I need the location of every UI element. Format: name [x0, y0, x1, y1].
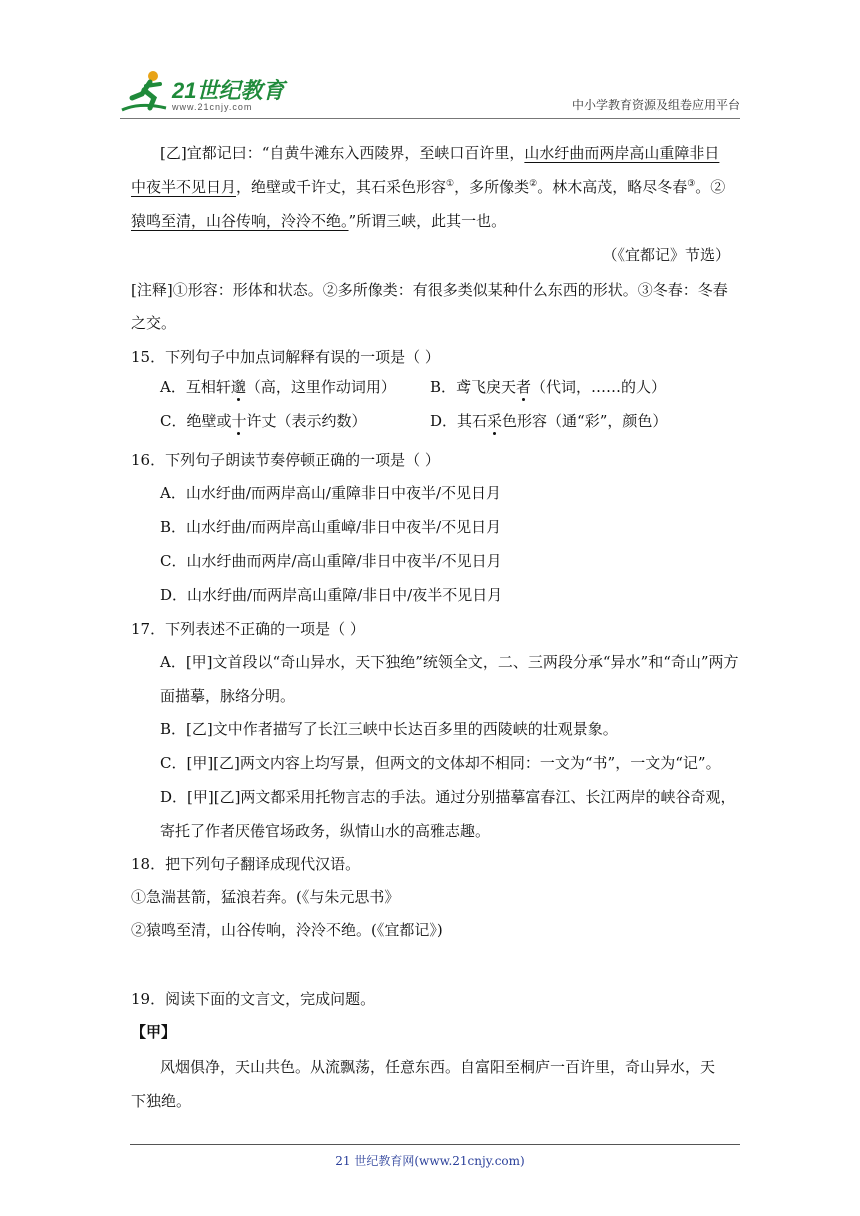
passage-text: ，多所像类 — [454, 178, 530, 196]
passage-yi-line-2 — [131, 176, 725, 197]
logo-text: 21世纪教育 — [172, 78, 285, 103]
q17-option-d-line-2: 寄托了作者厌倦官场政务，纵情山水的高雅志趣。 — [160, 822, 491, 840]
q18-sentence-2: ②猿鸣至清，山谷传响，泠泠不绝。(《宜都记》) — [131, 921, 443, 939]
passage-text: [乙]宜都记曰：“自黄牛滩东入西陵界，至峡口百许里， — [160, 144, 525, 162]
option-text: 色形容（通“彩”，颜色） — [502, 412, 668, 430]
header-divider — [120, 118, 740, 119]
passage-jia-line-1: 风烟俱净，天山共色。从流飘荡，任意东西。自富阳至桐庐一百许里，奇山异水，天 — [160, 1058, 716, 1076]
page-header — [120, 62, 740, 120]
q17-option-b: B．[乙]文中作者描写了长江三峡中长达百多里的西陵峡的壮观景象。 — [160, 720, 618, 738]
passage-source: （《宜都记》节选） — [602, 246, 730, 264]
passage-text: ”所谓三峡，此其一也。 — [348, 212, 507, 230]
runner-logo-icon — [120, 68, 170, 114]
passage-yi-line-3 — [131, 210, 506, 231]
logo-url: www.21cnjy.com — [172, 102, 253, 112]
passage-yi-line-1 — [160, 142, 719, 163]
q18-sentence-1: ①急湍甚箭，猛浪若奔。(《与朱元思书》 — [131, 888, 400, 906]
q16-option-c: C．山水纡曲而两岸/高山重障/非日中夜半/不见日月 — [160, 552, 502, 570]
dotted-word: 邈 — [230, 378, 246, 396]
question-18-stem: 18．把下列句子翻译成现代汉语。 — [131, 855, 361, 873]
question-15-stem: 15．下列句子中加点词解释有误的一项是（ ） — [131, 348, 440, 366]
platform-name: 中小学教育资源及组卷应用平台 — [571, 98, 740, 112]
passage-text: 。林木高茂，略尽冬春 — [537, 178, 688, 196]
q17-option-a-line-1: A．[甲]文首段以“奇山异水，天下独绝”统领全文，二、三两段分承“异水”和“奇山”两方 — [160, 653, 739, 671]
q17-option-d-line-1: D．[甲][乙]两文都采用托物言志的手法。通过分别描摹富春江、长江两岸的峡谷奇观， — [160, 788, 736, 806]
dotted-word: 十 — [231, 412, 247, 430]
notes-line-2: 之交。 — [131, 314, 177, 332]
notes-line-1: [注释]①形容：形体和状态。②多所像类：有很多类似某种什么东西的形状。③冬春：冬春 — [131, 281, 728, 299]
q15-option-d — [430, 410, 667, 431]
passage-text: 。② — [695, 178, 726, 196]
passage-jia-line-2: 下独绝。 — [131, 1092, 192, 1110]
q17-option-a-line-2: 面描摹，脉络分明。 — [160, 687, 296, 705]
footer-text: 21 世纪教育网(www.21cnjy.com) — [335, 1154, 525, 1168]
note-marker: ③ — [687, 179, 696, 189]
q15-option-a — [160, 376, 396, 397]
option-text: C．绝壁或 — [160, 412, 232, 430]
note-marker: ② — [529, 179, 538, 189]
passage-text: ，绝壁或千许丈，其石采色形容 — [236, 178, 447, 196]
q15-option-b — [430, 376, 666, 397]
option-text: D．其石 — [430, 412, 488, 430]
q16-option-b: B．山水纡曲/而两岸高山重嶂/非日中夜半/不见日月 — [160, 518, 502, 536]
q16-option-d: D．山水纡曲/而两岸高山重障/非日中/夜半不见日月 — [160, 586, 503, 604]
option-text: （代词，……的人） — [531, 378, 667, 396]
option-text: 许丈（表示约数） — [246, 412, 367, 430]
option-text: B．鸢飞戾天 — [430, 378, 517, 396]
logo — [120, 68, 300, 118]
q15-option-c — [160, 410, 367, 431]
underlined-text: 山水纡曲而两岸高山重障非日 — [524, 144, 720, 162]
underlined-text: 猿鸣至清，山谷传响，泠泠不绝。 — [131, 212, 349, 230]
footer-divider — [130, 1144, 740, 1145]
underlined-text: 中夜半不见日月 — [131, 178, 237, 196]
question-19-stem: 19．阅读下面的文言文，完成问题。 — [131, 990, 376, 1008]
note-marker: ① — [446, 179, 455, 189]
question-16-stem: 16．下列句子朗读节奏停顿正确的一项是（ ） — [131, 451, 440, 469]
option-text: A．互相轩 — [160, 378, 231, 396]
q16-option-a: A．山水纡曲/而两岸高山/重障非日中夜半/不见日月 — [160, 484, 501, 502]
passage-jia-label: 【甲】 — [131, 1023, 177, 1041]
question-17-stem: 17．下列表述不正确的一项是（ ） — [131, 620, 365, 638]
option-text: （高，这里作动词用） — [245, 378, 396, 396]
q17-option-c: C．[甲][乙]两文内容上均写景，但两文的文体却不相同：一文为“书”，一文为“记”。 — [160, 754, 721, 772]
dotted-word: 采 — [487, 412, 503, 430]
dotted-word: 者 — [516, 378, 532, 396]
